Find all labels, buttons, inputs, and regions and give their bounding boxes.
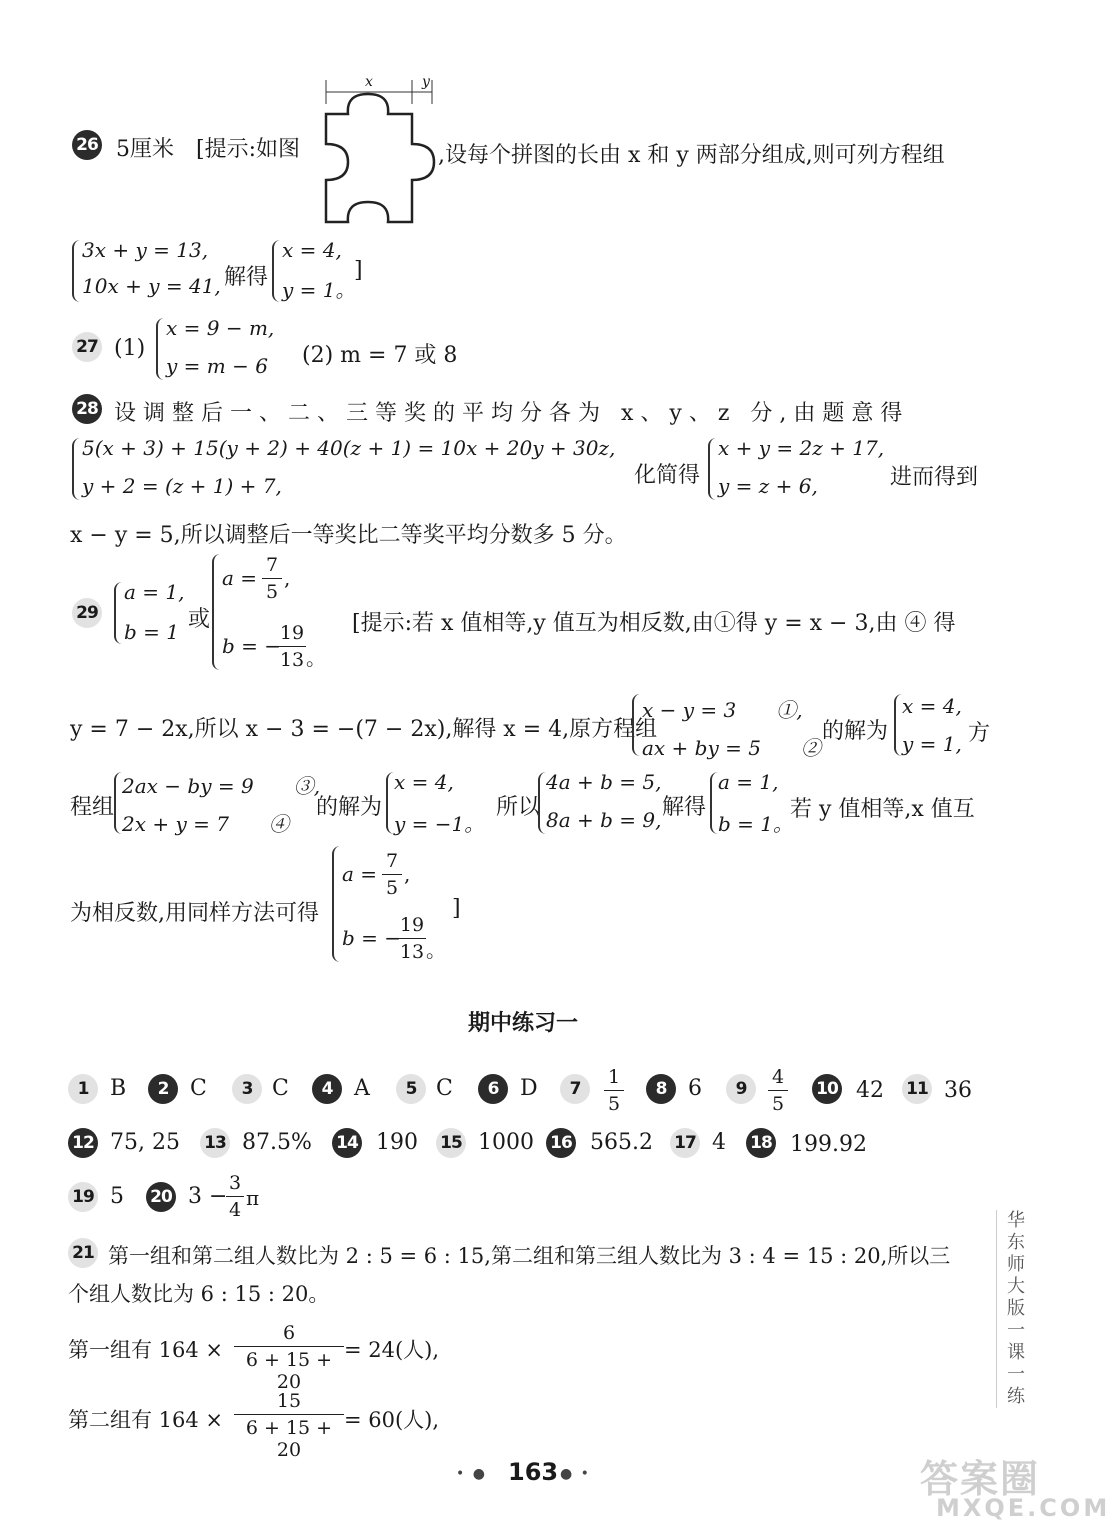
answer-value-18: 199.92 [790,1132,867,1157]
answer-badge-19: 19 [68,1182,98,1212]
answer-value-10: 42 [856,1078,884,1103]
q29-e1: x − y = 3 ①, [642,698,803,722]
q26-s1: x = 4, [282,238,342,262]
q29-b2: b = − [222,634,282,658]
q21-row1-fraction: 6 6 + 15 + 20 [234,1322,344,1393]
q21-line2: 个组人数比为 6 : 15 : 20。 [68,1282,330,1306]
answer-value-3: C [272,1076,289,1101]
brace [386,772,394,834]
answer-badge-5: 5 [396,1074,426,1104]
answer-value-5: C [436,1076,453,1101]
q28-s2: y = z + 6, [718,474,818,498]
q29-e2: ax + by = 5 ② [642,736,821,760]
q29-a2: a = [222,566,258,590]
q29-b1: b = 1 [124,620,179,644]
answer-value-12: 75, 25 [110,1130,180,1155]
q26-solve: 解得 [224,265,269,290]
answer-badge-12: 12 [68,1128,98,1158]
q21-row2-result: = 60(人), [344,1408,440,1432]
answer-value-4: A [354,1076,370,1101]
q27-p1: (1) [114,336,146,361]
answer-value-6: D [520,1076,538,1101]
watermark-logo: 答案圈 [920,1457,1041,1501]
q28-s1: x + y = 2z + 17, [718,436,885,460]
brace [114,772,122,834]
answer-value-15: 1000 [478,1130,534,1155]
fraction: 19 13 [399,914,425,963]
brace [632,694,640,756]
q29-line2: y = 7 − 2x,所以 x − 3 = −(7 − 2x),解得 x = 4,原方程组 [70,717,658,742]
brace [114,582,122,644]
answer-badge-3: 3 [232,1074,262,1104]
q29-solve: 解得 [662,795,707,820]
answer-badge-13: 13 [200,1128,230,1158]
q26-close: ] [354,258,363,283]
fraction: 19 13 [279,622,305,671]
q29-fang: 方 [968,721,991,746]
q21-row1-label: 第一组有 164 × [68,1338,224,1362]
q27-eq1: x = 9 − m, [166,316,275,340]
q29-or: 或 [188,607,211,632]
answer-value-9: 4 5 [768,1066,788,1115]
q29-u1: 4a + b = 5, [546,770,662,794]
answer-badge-17: 17 [670,1128,700,1158]
q29-t1: x = 4, [394,770,454,794]
fig-label-x: x [365,74,373,90]
brace [710,772,718,834]
question-badge-21: 21 [68,1238,98,1268]
answer-value-8: 6 [688,1076,702,1101]
q29-t2: y = −1。 [394,812,485,836]
q26-prefix: 5厘米 [提示:如图 [116,137,300,162]
q28-simplify: 化简得 [634,463,701,488]
answer-fraction-20: 3 4 [226,1172,244,1221]
period: 。 [306,646,326,670]
q29-e4: 2x + y = 7 ④ [122,812,289,836]
q29-sol2: 的解为 [316,795,383,820]
brace [332,846,340,962]
fraction: 7 5 [262,554,282,603]
q27-eq2: y = m − 6 [166,354,268,378]
answer-value-1: B [110,1076,127,1101]
q29-v2: b = 1。 [718,812,793,836]
q28-line1: 设调整后一、二、三等奖的平均分各为 x、y、z 分,由题意得 [114,401,910,426]
q21-row1-result: = 24(人), [344,1338,440,1362]
answer-badge-6: 6 [478,1074,508,1104]
answer-value-2: C [190,1076,207,1101]
watermark-url: MXQE.COM [936,1494,1110,1522]
q29-sol: 的解为 [822,719,889,744]
brace [894,694,902,756]
brace [272,240,280,302]
fig-label-y: y [422,74,430,90]
q29-line3a: 程组 [70,795,115,820]
answer-value-17: 4 [712,1130,726,1155]
comma: , [284,566,291,590]
question-badge-29: 29 [72,598,102,628]
q29-s2: y = 1, [902,732,962,756]
q26-eq2: 10x + y = 41, [82,274,221,298]
answer-badge-18: 18 [746,1128,776,1158]
question-badge-28: 28 [72,394,102,424]
q21-row2-fraction: 15 6 + 15 + 20 [234,1390,344,1461]
q26-eq1: 3x + y = 13, [82,238,209,262]
q29-a3: a = [342,862,378,886]
section-title: 期中练习一 [468,1011,579,1036]
q29-close: ] [452,896,461,921]
answer-value-7: 1 5 [604,1066,624,1115]
q26-s2: y = 1。 [282,278,356,302]
puzzle-figure [318,74,440,230]
q29-hint: [提示:若 x 值相等,y 值互为相反数,由①得 y = x − 3,由 ④ 得 [352,611,956,636]
answer-badge-2: 2 [148,1074,178,1104]
answer-value-14: 190 [376,1130,418,1155]
answer-badge-1: 1 [68,1074,98,1104]
answer-badge-9: 9 [726,1074,756,1104]
q29-line4: 为相反数,用同样方法可得 [70,901,319,926]
brace [72,240,80,302]
q28-line3: x − y = 5,所以调整后一等奖比二等奖平均分数多 5 分。 [70,523,627,548]
answer-value-16: 565.2 [590,1130,653,1155]
q29-b3: b = − [342,926,402,950]
q29-line3b: 若 y 值相等,x 值互 [790,797,975,822]
pi-symbol: π [246,1186,260,1210]
q28-eq2: y + 2 = (z + 1) + 7, [82,474,282,498]
side-label: 华东师大版一课一练 [996,1210,1029,1408]
brace [72,438,80,500]
q26-rest: ,设每个拼图的长由 x 和 y 两部分组成,则可列方程组 [438,143,945,168]
answer-badge-8: 8 [646,1074,676,1104]
period: 。 [426,938,446,962]
answer-badge-20: 20 [146,1182,176,1212]
q29-s1: x = 4, [902,694,962,718]
answer-badge-14: 14 [332,1128,362,1158]
q28-eq1: 5(x + 3) + 15(y + 2) + 40(z + 1) = 10x + 20y + 30z, [82,436,616,460]
brace [212,554,220,670]
q29-a1: a = 1, [124,580,185,604]
comma: , [404,862,411,886]
answer-value-20: 3 − [188,1184,228,1209]
answer-badge-16: 16 [546,1128,576,1158]
brace [156,318,164,380]
q29-u2: 8a + b = 9, [546,808,662,832]
page-dots-left: • ● [456,1466,487,1482]
q29-v1: a = 1, [718,770,779,794]
page-number: 163 [508,1458,559,1486]
page-dots-right: ● • [560,1466,591,1482]
answer-badge-10: 10 [812,1074,842,1104]
brace [538,772,546,834]
brace [708,438,716,500]
q28-further: 进而得到 [890,465,979,490]
q29-so: 所以 [496,795,541,820]
q29-e3: 2ax − by = 9 ③, [122,774,321,798]
answer-value-11: 36 [944,1078,972,1103]
fraction: 7 5 [382,850,402,899]
answer-badge-7: 7 [560,1074,590,1104]
q21-line1: 第一组和第二组人数比为 2 : 5 = 6 : 15,第二组和第三组人数比为 3 : 4 = 15 : 20,所以三 [108,1244,951,1268]
answer-badge-11: 11 [902,1074,932,1104]
answer-badge-15: 15 [436,1128,466,1158]
answer-value-13: 87.5% [242,1130,312,1155]
answer-badge-4: 4 [312,1074,342,1104]
question-badge-27: 27 [72,332,102,362]
q21-row2-label: 第二组有 164 × [68,1408,224,1432]
q27-p2: (2) m = 7 或 8 [302,343,458,368]
answer-value-19: 5 [110,1184,124,1209]
question-badge-26: 26 [72,130,102,160]
